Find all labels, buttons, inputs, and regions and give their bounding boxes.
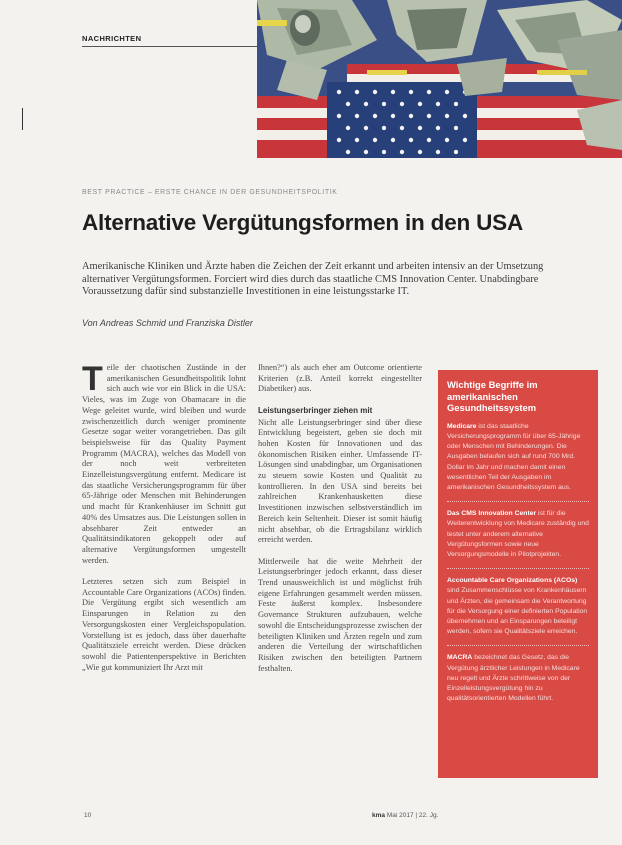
glossary-definition: bezeichnet das Gesetz, das die Vergütung ärztlicher Leistungen in Medicare neu regelt und Ärzte schrittweise von der Einzelleistungsvergütung hin zu qualitätsorientierten Modellen führt. bbox=[447, 654, 580, 703]
article-byline: Von Andreas Schmid und Franziska Distler bbox=[82, 318, 253, 328]
sidebar-divider bbox=[447, 568, 589, 569]
article-column-2 bbox=[258, 363, 422, 685]
sidebar-heading: Wichtige Begriffe im amerikanischen Gesundheitssystem bbox=[447, 379, 538, 414]
article-kicker: BEST PRACTICE – ERSTE CHANCE IN DER GESUNDHEITSPOLITIK bbox=[82, 189, 338, 196]
glossary-entry bbox=[447, 653, 589, 704]
section-label: NACHRICHTEN bbox=[82, 34, 142, 43]
glossary-term: Medicare bbox=[447, 422, 477, 430]
subheading: Leistungserbringer ziehen mit bbox=[258, 405, 373, 415]
body-paragraph: Nicht alle Leistungserbringer sind über diese Entwicklung begeistert, geben sie doch mit hohen Kosten für Innovationen und das ökonomischen Risiken einher. Umfassende IT-Lösungen sind unabdingbar, um Organisationen zu steuern sowie Kosten und Qualität zu kontrollieren. In den USA sind bereits bei zahlreichen Krankenhausketten diese Investitionen inzwischen selbstverständlich im Bereich kein Seltenheit. Dieser ist somit häufig nicht absehbar, ob die Ertragsbilanz wirklich erreicht werden. bbox=[258, 417, 422, 545]
magazine-footer bbox=[372, 812, 438, 819]
glossary-definition: ist das staatliche Versicherungsprogramm für über 65-Jährige oder Menschen mit Behinderungen. Die Ausgaben belaufen sich auf rund 700 Mrd. Dollar im Jahr und machen damit einen wesentlichen Teil der Ausgaben im amerikanischen Gesundheitssystem aus. bbox=[447, 422, 581, 491]
sidebar-divider bbox=[447, 645, 589, 646]
header-photo-us-flag-dollars bbox=[257, 0, 622, 158]
article-title: Alternative Vergütungsformen in den USA bbox=[82, 210, 524, 235]
body-paragraph: Ihnen?“) als auch eher am Outcome orientierte Kriterien (z.B. Anteil korrekt eingestellter Diabetiker) aus. bbox=[258, 363, 422, 394]
article-column-1 bbox=[82, 360, 246, 684]
glossary-entry bbox=[447, 422, 589, 493]
intro-text: eile der chaotischen Zustände in der amerikanischen Gesundheitspolitik lohnt sich auch wie vor ein Blick in die USA: Vieles, was im Zuge von Obamacare in die Wege geleitet wurde, wird bleiben und wurde zwischenzeitlich durch weniger prominente Gesetze sogar weiter vorangetrieben. Das gilt beispielsweise für das Quality Payment Programm (MACRA), welches das Modell von der noch weit verbreiteten Einzelleistungsvergütung entfernt. Medicare ist das staatliche Versicherungsprogramm für über 65-Jährige oder Menschen mit Behinderungen und macht für Krankenhäuser im Schnitt gut 40% des Umsatzes aus. Die Leistungen sollen in absehbarer Zeit entweder an Qualitätsindikatoren gekoppelt oder auf alternative Vergütungsformen umgestellt werden. bbox=[82, 363, 246, 565]
sidebar-divider bbox=[447, 501, 589, 502]
article-lead: Amerikanische Kliniken und Ärzte haben die Zeichen der Zeit erkannt und arbeiten intensiv an der Umsetzung alternativer Vergütungsformen. Forciert wird dies durch das staatliche CMS Innovation Center. Unabdingbare Voraussetzung dafür sind substanzielle Investitionen in eine leistungsstarke IT. bbox=[82, 261, 544, 298]
glossary-entry bbox=[447, 509, 589, 560]
body-paragraph: Letzteres setzen sich zum Beispiel in Accountable Care Organizations (ACOs) finden. Die Vergütung ergibt sich wesentlich am Einsparungen in Relation zu den Versorgungskosten einer Vergleichspopulation. Vorstellung ist es jedoch, dass über dauerhafte Qualitätsziele erreicht werden. Diese drücken sowohl die Patientenperspektive in Berichten „Wie gut kommuniziert Ihr Arzt mit bbox=[82, 577, 246, 672]
glossary-entry bbox=[447, 576, 589, 637]
header-rule bbox=[82, 46, 257, 47]
flag-dollar-illustration bbox=[257, 0, 622, 158]
glossary-definition: ist für die Weiterentwicklung von Medicare zuständig und testet unter anderem alternative Vergütungsformen sowie neue Versorgungsmodelle in Pilotprojekten. bbox=[447, 510, 589, 559]
body-paragraph: Mittlerweile hat die weite Mehrheit der Leistungserbringer jedoch erkannt, dass dieser Trend unausweichlich ist und möglichst früh eigene Erfahrungen gesammelt werden müssen. Feste äußerst komplex. Insbesondere Governance Strukturen aufzubauen, welche sowohl die Entscheidungsprozesse zwischen der beteiligten Kliniken und Ärzten regeln und zum anderen die Verteilung der wirtschaftlichen Risiken zwischen den beteiligten Partnern festhalten. bbox=[258, 556, 422, 673]
intro-paragraph bbox=[82, 360, 246, 566]
glossary-definition: sind Zusammenschlüsse von Krankenhäusern und Ärzten, die gemeinsam die Verantwortung für die Versorgung einer definierten Population übernehmen und an Einsparungen beteiligt werden, sofern sie Qualitätsziele erreichen. bbox=[447, 587, 588, 636]
magazine-issue: Mai 2017 | 22. Jg. bbox=[386, 812, 439, 819]
margin-mark bbox=[22, 108, 23, 130]
glossary-term: MACRA bbox=[447, 654, 473, 662]
magazine-name: kma bbox=[372, 812, 386, 819]
page-number: 10 bbox=[84, 812, 92, 819]
drop-cap: T bbox=[82, 360, 103, 398]
glossary-term: Accountable Care Organizations (ACOs) bbox=[447, 577, 578, 585]
glossary-term: Das CMS Innovation Center bbox=[447, 510, 537, 518]
glossary-sidebar bbox=[438, 370, 598, 778]
